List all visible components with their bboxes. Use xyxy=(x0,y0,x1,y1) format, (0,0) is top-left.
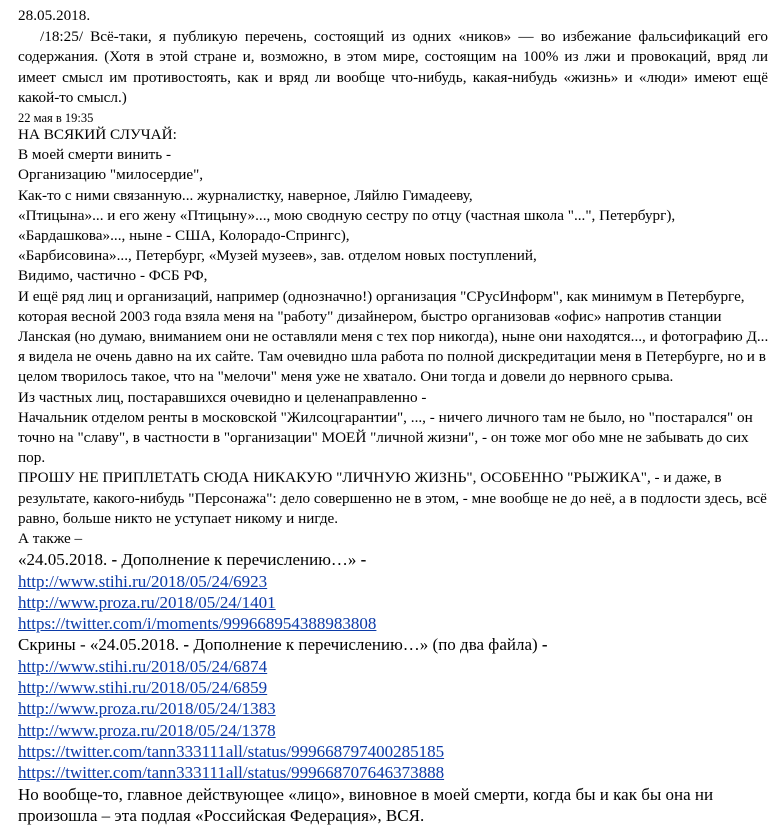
link-twitter-status-2[interactable]: https://twitter.com/tann333111all/status/999668707646373888 xyxy=(18,763,445,783)
link-stihi-6923[interactable]: http://www.stihi.ru/2018/05/24/6923 xyxy=(18,571,268,591)
post-line-4: Как-то с ними связанную... журналистку, наверное, Ляйлю Гимадееву, xyxy=(18,186,473,204)
post-line-6: «Бардашкова»..., ныне - США, Колорадо-Спрингс), xyxy=(18,227,350,245)
screens-title-date: «24.05.2018. xyxy=(89,635,180,655)
link-stihi-6859[interactable]: http://www.stihi.ru/2018/05/24/6859 xyxy=(18,678,268,698)
link-twitter-status-1[interactable]: https://twitter.com/tann333111all/status/999668797400285185 xyxy=(18,741,445,761)
private-persons-intro: Из частных лиц, постаравшихся очевидно и целенаправленно - xyxy=(18,388,427,406)
screen-links xyxy=(18,656,770,784)
screens-note: (по два файла) xyxy=(428,635,538,655)
post-line-7: «Барбисовина»..., Петербург, «Музей музеев», зав. отделом новых поступлений, xyxy=(18,247,537,265)
intro-paragraph: /18:25/ Всё-таки, я публикую перечень, состоящий из одних «ников» — во избежание фальсификаций его содержания. (Хотя в этой стране и, возможно, в этом мире, состоящим на 100% из лжи и провокаций, вряд ли имеет смысл им противостоять, как и вряд ли вообще что-нибудь, какая-нибудь «жизнь» и «люди» имеют ещё какой-то смысл.) xyxy=(18,27,768,106)
addendum-title-dash: - xyxy=(107,550,122,570)
screens-title-tail: - xyxy=(537,635,548,655)
addendum-title xyxy=(18,549,770,570)
link-proza-1378[interactable]: http://www.proza.ru/2018/05/24/1378 xyxy=(18,720,276,740)
screens-title-dash: - xyxy=(179,635,194,655)
screens-label: Скрины - xyxy=(18,635,90,655)
post-block xyxy=(18,111,770,826)
closing-paragraph: Но вообще-то, главное действующее «лицо», виновное в моей смерти, когда бы и как бы она ни произошла – эта подлая «Российская Федерация», ВСЯ. xyxy=(18,784,714,825)
post-line-3: Организацию "милосердие", xyxy=(18,166,204,184)
addendum-title-tail: - xyxy=(356,550,367,570)
post-line-1: НА ВСЯКИЙ СЛУЧАЙ: xyxy=(18,126,177,143)
post-line-2: В моей смерти винить - xyxy=(18,146,172,164)
link-stihi-6874[interactable]: http://www.stihi.ru/2018/05/24/6874 xyxy=(18,656,268,676)
link-twitter-moments[interactable]: https://twitter.com/i/moments/999668954388983808 xyxy=(18,614,377,634)
addendum-title-text: Дополнение к перечислению…» xyxy=(121,550,357,570)
post-line-8: Видимо, частично - ФСБ РФ, xyxy=(18,267,208,285)
link-proza-1383[interactable]: http://www.proza.ru/2018/05/24/1383 xyxy=(18,699,276,719)
addendum-title-date: «24.05.2018. xyxy=(18,550,108,570)
entry-date: 28.05.2018. xyxy=(18,7,91,24)
header-block xyxy=(18,6,768,109)
also-line: А также – xyxy=(18,530,83,548)
screens-title-text: Дополнение к перечислению…» xyxy=(193,635,429,655)
chief-paragraph: Начальник отделом ренты в московской "Жилсоцгарантии", ..., - ничего личного там не было, но "постарался" он точно на "славу", в частности в "организации" МОЕЙ "личной жизни", - он тоже мог обо мне не забывать до сих пор. xyxy=(18,408,753,467)
addendum-links xyxy=(18,571,770,635)
organization-paragraph: И ещё ряд лиц и организаций, например (однозначно!) организация "СРусИнформ", как минимум в Петербурге, которая весной 2003 года взяла меня на "работу" дизайнером, быстро организовав «офис» напротив станции Ланская (но думаю, вниманием они не оставляли меня с тех пор никогда), ныне они находятся..., и фотографию Д... я видела не очень давно на их сайте. Там очевидно шла работа по полной дискредитации меня в Петербурге, но и в целом творилось такое, что на "мелочи" меня уже не хватало. Они тогда и довели до нервного срыва. xyxy=(18,287,769,386)
link-proza-1401[interactable]: http://www.proza.ru/2018/05/24/1401 xyxy=(18,592,276,612)
post-date: 22 мая в 19:35 xyxy=(18,111,94,125)
screens-title xyxy=(18,634,770,655)
post-line-5: «Птицына»... и его жену «Птицыну»..., мою сводную сестру по отцу (частная школа "...", Петербург), xyxy=(18,206,676,224)
request-paragraph: ПРОШУ НЕ ПРИПЛЕТАТЬ СЮДА НИКАКУЮ "ЛИЧНУЮ ЖИЗНЬ", ОСОБЕННО "РЫЖИКА", - и даже, в результате, какого-нибудь "Персонажа": дело совершенно не в этом, - мне вообще не до неё, а в подлости здесь, всё равно, больше никто не уступает никому и нигде. xyxy=(18,469,767,527)
